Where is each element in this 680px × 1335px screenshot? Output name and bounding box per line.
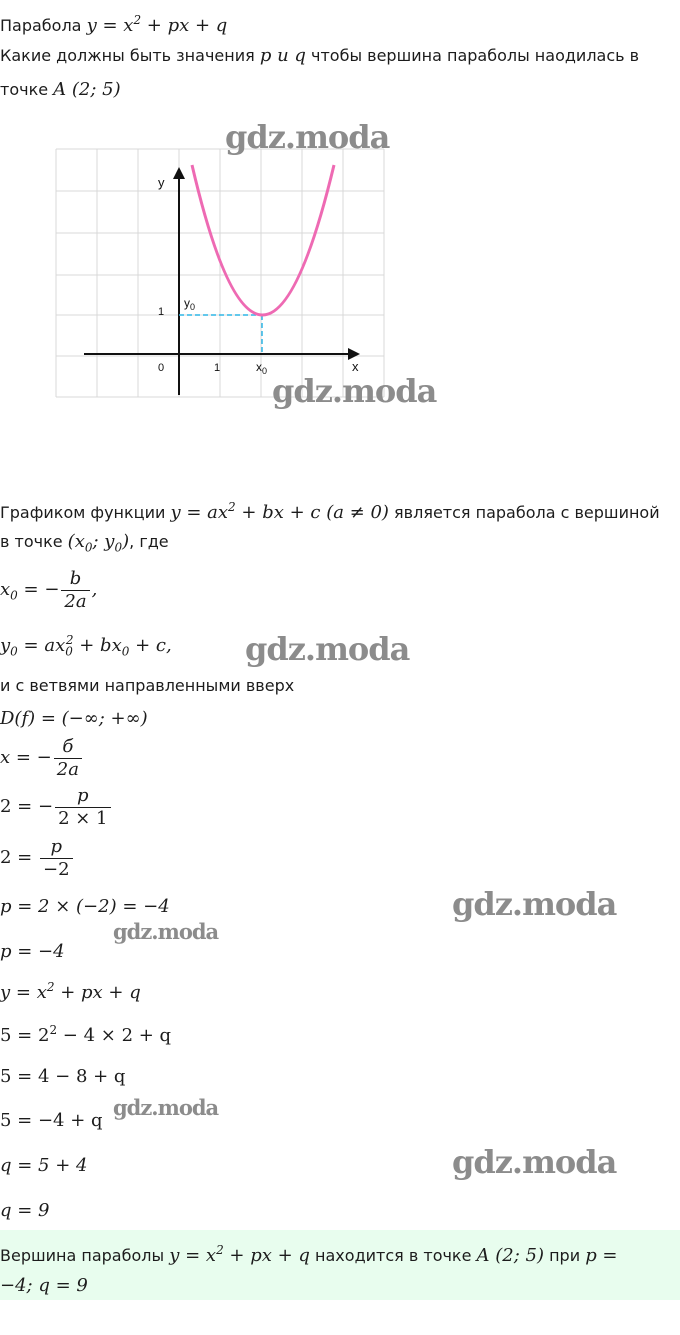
answer-line-1: Вершина параболы $y = x^2$ + px + q находится в точке A (2; 5) при p = <box>0 1243 618 1266</box>
watermark: gdz.moda <box>245 630 410 668</box>
step-8: 5 = 4 − 8 + q <box>0 1066 126 1087</box>
theory-line-2: в точке ($x_0$; $y_0$), где <box>0 531 169 555</box>
y-axis-arrow <box>173 167 185 179</box>
watermark: gdz.moda <box>113 919 219 944</box>
domain-formula: D(f) = (−∞; +∞) <box>0 708 148 729</box>
watermark: gdz.moda <box>113 1095 219 1120</box>
step-7: $5 = 2^2 - 4 \times 2 + q$ <box>0 1023 172 1046</box>
watermark: gdz.moda <box>452 1143 617 1181</box>
theory-line-1: Графиком функции $y = ax^2$ + bx + c (a ≠ 0) является парабола с вершиной <box>0 500 660 523</box>
step-5: p = −4 <box>0 941 65 962</box>
step-10: q = 5 + 4 <box>0 1155 88 1176</box>
step-11: q = 9 <box>0 1200 50 1221</box>
origin-label: 0 <box>158 362 165 374</box>
watermark: gdz.moda <box>272 372 437 410</box>
step-2: 2 = − $\frac{p}{2 \times 1}$ <box>0 785 113 830</box>
step-4: p = 2 × (−2) = −4 <box>0 896 170 917</box>
step-1: x = − $\frac{б}{2a}$ <box>0 736 84 781</box>
y-tick-label: 1 <box>158 306 165 318</box>
step-6: $y = x^2$ + px + q <box>0 980 141 1003</box>
x0-formula: $x_0$ = − $\frac{b}{2a}$ , <box>0 568 98 612</box>
x0-label: $x_0$ <box>256 360 268 376</box>
branches-text: и с ветвями направленными вверх <box>0 676 295 695</box>
watermark: gdz.moda <box>452 885 617 923</box>
x-tick-label: 1 <box>214 362 221 374</box>
y0-formula: $y_0 = ax_0^2 + bx_0 + c$, <box>0 633 172 659</box>
watermark: gdz.moda <box>225 118 390 156</box>
problem-title: Парабола $y = x^2$ + px + q <box>0 13 228 36</box>
y0-label: $y_0$ <box>184 296 196 312</box>
answer-box <box>0 1230 680 1300</box>
x-axis-label: x <box>352 359 359 374</box>
problem-question: Какие должны быть значения p и q чтобы вершина параболы наодилась в <box>0 45 640 66</box>
problem-question-line2: точке A (2; 5) <box>0 79 121 100</box>
step-9: 5 = −4 + q <box>0 1110 103 1131</box>
y-axis-label: y <box>158 175 165 190</box>
parabola-curve <box>192 165 334 315</box>
grid <box>56 149 384 397</box>
step-3: 2 = $\frac{p}{-2}$ <box>0 836 75 881</box>
parabola-graph <box>52 145 387 400</box>
answer-line-2: −4; q = 9 <box>0 1275 88 1296</box>
